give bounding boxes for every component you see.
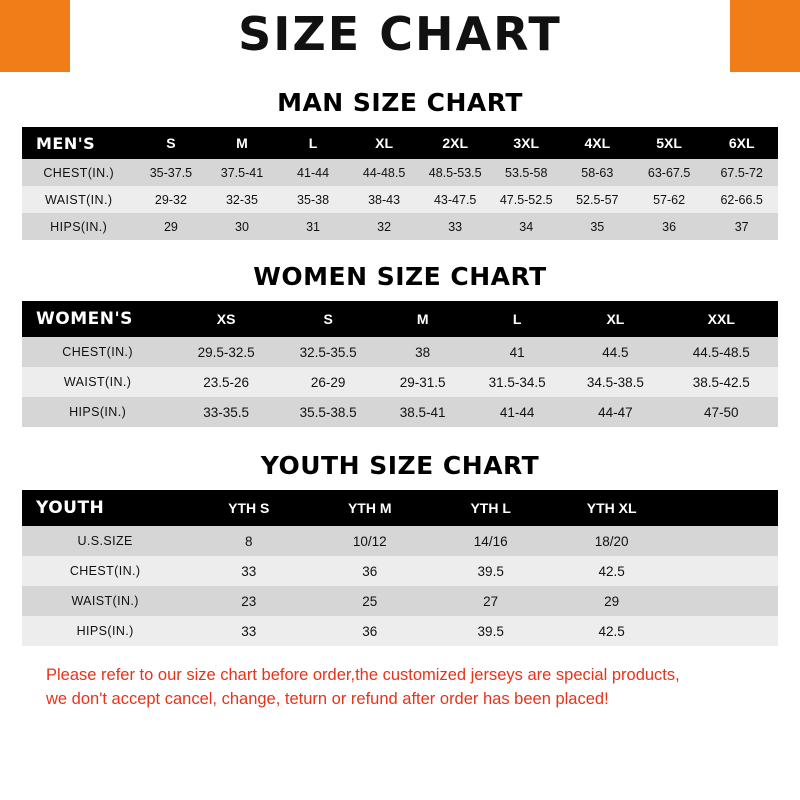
cell: 35.5-38.5 (279, 397, 377, 427)
cell: 38.5-41 (377, 397, 468, 427)
cell: 53.5-58 (491, 159, 562, 186)
column-header: XL (566, 301, 664, 337)
row-label: HIPS(IN.) (22, 616, 188, 646)
cell: 44.5 (566, 337, 664, 367)
cell: 30 (206, 213, 277, 240)
column-header: XS (173, 301, 279, 337)
cell: 36 (633, 213, 706, 240)
cell: 47-50 (665, 397, 778, 427)
row-label: CHEST(IN.) (22, 556, 188, 586)
cell-empty (672, 526, 778, 556)
table-row (22, 186, 778, 213)
column-header: 5XL (633, 127, 706, 159)
cell: 37 (705, 213, 778, 240)
header-title-box (70, 0, 730, 72)
cell: 18/20 (551, 526, 672, 556)
table-row (22, 159, 778, 186)
row-label: WAIST(IN.) (22, 586, 188, 616)
column-header: S (279, 301, 377, 337)
cell: 29 (551, 586, 672, 616)
header-band (0, 0, 800, 72)
cell: 67.5-72 (705, 159, 778, 186)
cell: 36 (309, 556, 430, 586)
column-header: L (278, 127, 349, 159)
cell: 38.5-42.5 (665, 367, 778, 397)
cell: 29-32 (135, 186, 206, 213)
cell: 26-29 (279, 367, 377, 397)
column-header: M (377, 301, 468, 337)
row-label: HIPS(IN.) (22, 213, 135, 240)
column-header: YOUTH (22, 490, 188, 526)
cell: 35-37.5 (135, 159, 206, 186)
cell: 14/16 (430, 526, 551, 556)
page-title: SIZE CHART (238, 7, 562, 61)
man-size-table (22, 127, 778, 240)
cell-empty (672, 586, 778, 616)
cell: 37.5-41 (206, 159, 277, 186)
notice-line-1: Please refer to our size chart before order,the customized jerseys are special products, (46, 666, 680, 684)
cell: 39.5 (430, 616, 551, 646)
cell: 52.5-57 (562, 186, 633, 213)
column-header: S (135, 127, 206, 159)
cell: 31 (278, 213, 349, 240)
table-row (22, 213, 778, 240)
column-header: YTH XL (551, 490, 672, 526)
women-section-title: WOMEN SIZE CHART (253, 262, 547, 291)
column-header: YTH M (309, 490, 430, 526)
column-header: 4XL (562, 127, 633, 159)
column-header: WOMEN'S (22, 301, 173, 337)
cell: 29-31.5 (377, 367, 468, 397)
cell: 33-35.5 (173, 397, 279, 427)
column-header: XL (349, 127, 420, 159)
cell: 58-63 (562, 159, 633, 186)
cell: 42.5 (551, 616, 672, 646)
column-header-empty (672, 490, 778, 526)
row-label: U.S.SIZE (22, 526, 188, 556)
row-label: HIPS(IN.) (22, 397, 173, 427)
cell: 43-47.5 (420, 186, 491, 213)
column-header: L (468, 301, 566, 337)
cell: 32 (349, 213, 420, 240)
column-header: XXL (665, 301, 778, 337)
cell-empty (672, 616, 778, 646)
table-header-row (22, 127, 778, 159)
table-row (22, 337, 778, 367)
cell: 62-66.5 (705, 186, 778, 213)
man-section-title: MAN SIZE CHART (277, 88, 523, 117)
column-header: 2XL (420, 127, 491, 159)
youth-section-title: YOUTH SIZE CHART (260, 451, 540, 480)
column-header: M (206, 127, 277, 159)
content-area (0, 88, 800, 712)
table-row (22, 397, 778, 427)
women-size-table (22, 301, 778, 427)
table-row (22, 367, 778, 397)
cell: 48.5-53.5 (420, 159, 491, 186)
cell: 31.5-34.5 (468, 367, 566, 397)
row-label: WAIST(IN.) (22, 367, 173, 397)
column-header: 6XL (705, 127, 778, 159)
cell: 57-62 (633, 186, 706, 213)
cell: 36 (309, 616, 430, 646)
cell: 32-35 (206, 186, 277, 213)
cell: 23 (188, 586, 309, 616)
table-header-row (22, 301, 778, 337)
cell: 44-48.5 (349, 159, 420, 186)
cell: 42.5 (551, 556, 672, 586)
row-label: CHEST(IN.) (22, 337, 173, 367)
cell: 38-43 (349, 186, 420, 213)
cell: 38 (377, 337, 468, 367)
cell: 27 (430, 586, 551, 616)
cell: 33 (188, 556, 309, 586)
cell: 44-47 (566, 397, 664, 427)
cell: 39.5 (430, 556, 551, 586)
youth-size-table (22, 490, 778, 646)
cell: 25 (309, 586, 430, 616)
cell: 44.5-48.5 (665, 337, 778, 367)
column-header: YTH L (430, 490, 551, 526)
cell: 34.5-38.5 (566, 367, 664, 397)
table-row (22, 556, 778, 586)
cell: 41-44 (278, 159, 349, 186)
table-row (22, 526, 778, 556)
cell: 29.5-32.5 (173, 337, 279, 367)
column-header: YTH S (188, 490, 309, 526)
order-notice (22, 664, 778, 712)
column-header: MEN'S (22, 127, 135, 159)
cell-empty (672, 556, 778, 586)
cell: 35-38 (278, 186, 349, 213)
table-row (22, 616, 778, 646)
cell: 10/12 (309, 526, 430, 556)
cell: 33 (188, 616, 309, 646)
cell: 63-67.5 (633, 159, 706, 186)
notice-line-2: we don't accept cancel, change, teturn or refund after order has been placed! (46, 689, 609, 708)
table-row (22, 586, 778, 616)
cell: 33 (420, 213, 491, 240)
cell: 47.5-52.5 (491, 186, 562, 213)
column-header: 3XL (491, 127, 562, 159)
cell: 29 (135, 213, 206, 240)
cell: 35 (562, 213, 633, 240)
row-label: WAIST(IN.) (22, 186, 135, 213)
cell: 23.5-26 (173, 367, 279, 397)
cell: 8 (188, 526, 309, 556)
row-label: CHEST(IN.) (22, 159, 135, 186)
cell: 34 (491, 213, 562, 240)
cell: 41 (468, 337, 566, 367)
table-header-row (22, 490, 778, 526)
cell: 32.5-35.5 (279, 337, 377, 367)
cell: 41-44 (468, 397, 566, 427)
